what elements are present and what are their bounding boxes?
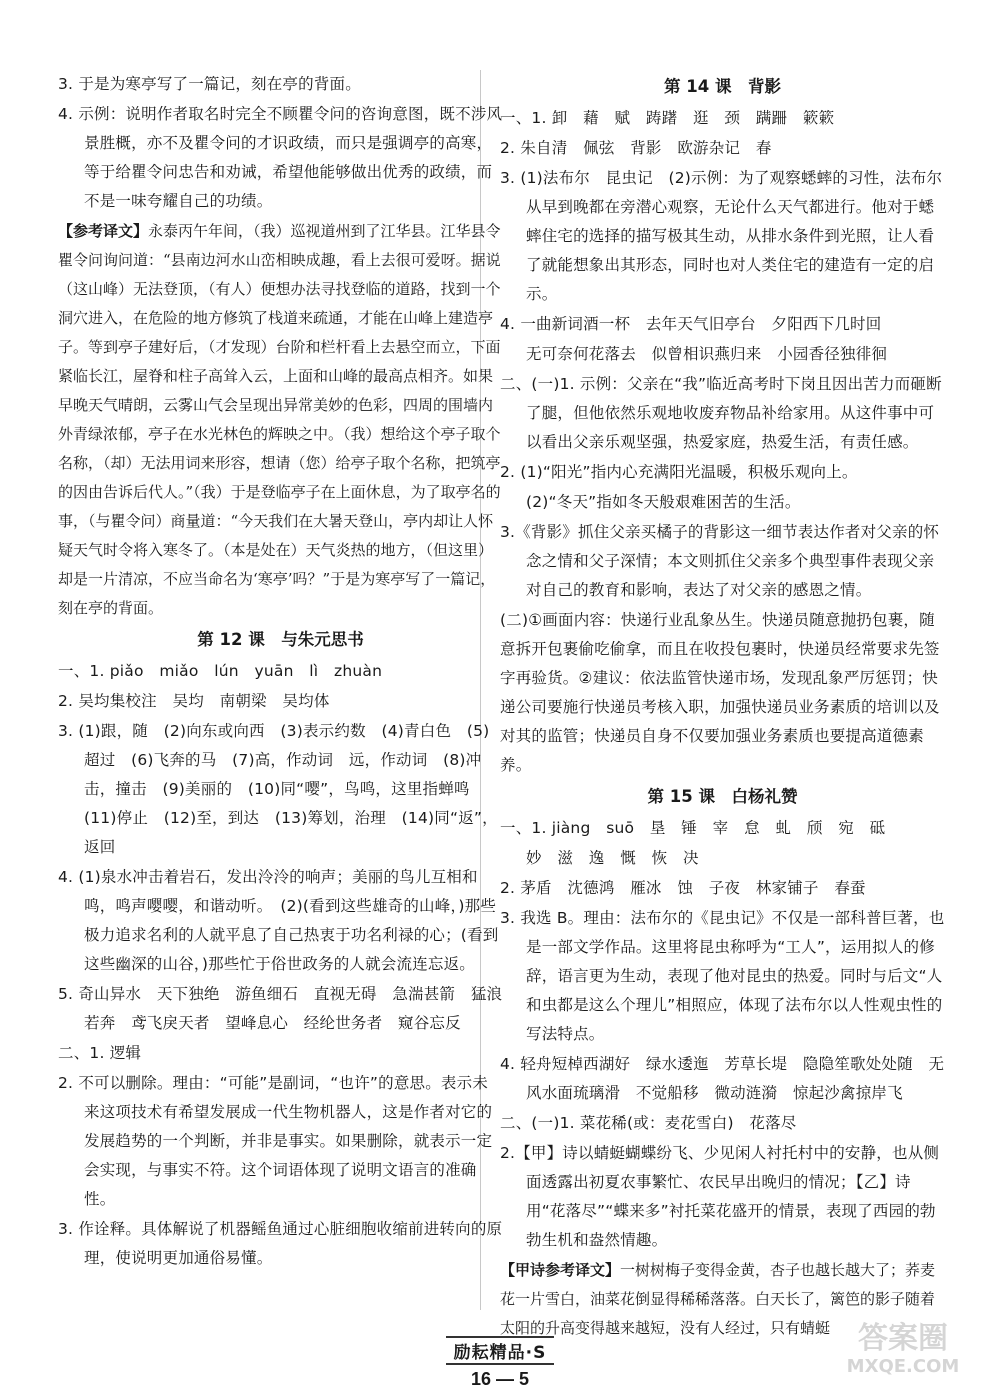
- left-column: [58, 70, 503, 1274]
- answer-item: 二、1. 逻辑: [58, 1044, 142, 1062]
- answer-item: 5. 奇山异水 天下独绝 游鱼细石 直视无碍 急湍甚箭 猛浪若奔 鸢飞戾天者 望峰息心 经纶世务者 窥谷忘反: [58, 985, 503, 1032]
- answer-item: 2. 茅盾 沈德鸿 雁冰 蚀 子夜 林家铺子 春蚕: [500, 879, 866, 897]
- answer-item: 一、1. 卸 藉 赋 踌躇 逛 颈 蹒跚 簌簌: [500, 109, 835, 127]
- answer-item: 2. 吴均集校注 吴均 南朝梁 吴均体: [58, 692, 330, 710]
- answer-item: 3. (1)法布尔 昆虫记 (2)示例：为了观察蟋蟀的习性，法布尔从早到晚都在旁潜心观察，无论什么天气都进行。他对于蟋蟀住宅的选择的描写极其生动，从排水条件到光照，让人看了就能想象出其形态，同时也对人类住宅的建造有一定的启示。: [500, 169, 943, 303]
- reference-translation: [58, 217, 503, 623]
- answer-item: 二、(一)1. 菜花稀(或：麦花雪白) 花落尽: [500, 1114, 797, 1132]
- answer-item: 4. 一曲新词酒一杯 去年天气旧亭台 夕阳西下几时回: [500, 315, 882, 333]
- answer-item: 3. 作诠释。具体解说了机器鳐鱼通过心脏细胞收缩前进转向的原理，使说明更加通俗易懂。: [58, 1220, 503, 1267]
- answer-item: 3.《背影》抓住父亲买橘子的背影这一细节表达作者对父亲的怀念之情和父子深情；本文则抓住父亲多个典型事件表现父亲对自己的教育和影响，表达了对父亲的感恩之情。: [500, 523, 940, 599]
- reference-text: 一树树梅子变得金黄，杏子也越长越大了；荞麦花一片雪白，油菜花倒显得稀稀落落。白天长了，篱笆的影子随着太阳的升高变得越来越短，没有人经过，只有蜻蜓: [500, 1261, 936, 1337]
- answer-item: 2.【甲】诗以蜻蜓蝴蝶纷飞、少见闲人衬托村中的安静，也从侧面透露出初夏农事繁忙、农民早出晚归的情况；【乙】诗用“花落尽”“蝶来多”衬托菜花盛开的情景，表现了西园的勃勃生机和盎然情趣。: [500, 1144, 940, 1249]
- answer-item: 3. (1)跟，随 (2)向东或向西 (3)表示约数 (4)青白色 (5)超过 (6)飞奔的马 (7)高，作动词 远，作动词 (8)冲击，撞击 (9)美丽的 (10)同“嘤”，鸟鸣，这里指蝉鸣 (11)停止 (12)至，到达 (13)筹划，治理 (14)同“返”，返回: [58, 722, 498, 856]
- answer-item: (二)①画面内容：快递行业乱象丛生。快递员随意抛扔包裹，随意拆开包裹偷吃偷拿，而且在收投包裹时，快递员经常要求先签字再验货。②建议：依法监管快递市场，发现乱象严厉惩罚；快递公司要施行快递员考核入职，加强快递员业务素质的培训以及对其的监管；快递员自身不仅要加强业务素质也要提高道德素养。: [500, 611, 940, 774]
- watermark-top: 答案圈: [858, 1321, 948, 1356]
- right-column: [500, 70, 945, 1343]
- reference-label: 【参考译文】: [58, 222, 149, 240]
- reference-text: 永泰丙午年间，（我）巡视道州到了江华县。江华县令瞿令问询问道：“县南边河水山峦相映成趣，看上去很可爱呀。据说（这山峰）无法登顶，（有人）便想办法寻找登临的道路，找到一个洞穴进入，在危险的地方修筑了栈道来疏通，才能在山峰上建造亭子。等到亭子建好后，（才发现）台阶和栏杆看上去悬空而立，下面紧临长江，屋脊和柱子高耸入云，上面和山峰的最高点相齐。如果早晚天气晴朗，云雾山气会呈现出异常美妙的色彩，四周的围墙内外青绿浓郁，亭子在水光林色的辉映之中。（我）想给这个亭子取个名称，（却）无法用词来形容，想请（您）给亭子取个名称，把筑亭的因由告诉后代人。”（我）于是登临亭子在上面休息，为了取亭名的事，（与瞿令问）商量道：“今天我们在大暑天登山，亭内却让人怀疑天气时令将入寒冬了。（本是处在）天气炎热的地方，（但这里）却是一片清凉，不应当命名为‘寒亭’吗？”于是为寒亭写了一篇记，刻在亭的背面。: [58, 222, 501, 617]
- answer-item: 3. 于是为寒亭写了一篇记，刻在亭的背面。: [58, 75, 361, 93]
- answer-item: 2. (1)“阳光”指内心充满阳光温暖，积极乐观向上。: [500, 463, 858, 481]
- answer-item: 二、(一)1. 示例：父亲在“我”临近高考时下岗且因出苦力而砸断了腿，但他依然乐观地收废弃物品补给家用。从这件事中可以看出父亲乐观坚强，热爱家庭，热爱生活，有责任感。: [500, 375, 942, 451]
- answer-item: 3. 我选 B。理由：法布尔的《昆虫记》不仅是一部科普巨著，也是一部文学作品。这里将昆虫称呼为“工人”，运用拟人的修辞，语言更为生动，表现了他对昆虫的热爱。同时与后文“人和虫都是这么个理儿”相照应，体现了法布尔以人性观虫性的写法特点。: [500, 909, 945, 1043]
- lesson-heading: 第 12 课 与朱元思书: [197, 630, 364, 649]
- answer-item: 2. 朱自清 佩弦 背影 欧游杂记 春: [500, 139, 772, 157]
- watermark-logo: [828, 1308, 978, 1380]
- answer-item: (2)“冬天”指如冬天般艰难困苦的生活。: [526, 493, 801, 511]
- lesson-heading: 第 15 课 白杨礼赞: [647, 787, 798, 806]
- brand-logo: 励耘精品·S: [446, 1336, 555, 1365]
- answer-item: 妙 滋 逸 慨 恢 决: [526, 849, 699, 867]
- lesson-heading: 第 14 课 背影: [664, 77, 781, 96]
- answer-item: 一、1. jiàng suō 垦 锤 宰 怠 虬 颀 宛 砥: [500, 819, 886, 837]
- answer-item: 4. (1)泉水冲击着岩石，发出泠泠的响声；美丽的鸟儿互相和鸣，鸣声嘤嘤，和谐动听。 (2)(看到这些雄奇的山峰，)那些极力追求名利的人就平息了自己热衷于功名利禄的心；(看到这些幽深的山谷，)那些忙于俗世政务的人就会流连忘返。: [58, 868, 499, 973]
- answer-item: 一、1. piǎo miǎo lún yuān lì zhuàn: [58, 662, 383, 680]
- reference-label: 【甲诗参考译文】: [500, 1261, 621, 1279]
- answer-item: 4. 示例：说明作者取名时完全不顾瞿令问的咨询意图，既不涉风景胜概，亦不及瞿令问的才识政绩，而只是强调亭的高寒，等于给瞿令问忠告和劝诫，希望他能够做出优秀的政绩，而不是一味夸耀自己的功绩。: [58, 105, 503, 210]
- answer-item: 2. 不可以删除。理由：“可能”是副词，“也许”的意思。表示未来这项技术有希望发展成一代生物机器人，这是作者对它的发展趋势的一个判断，并非是事实。如果删除，就表示一定会实现，与事实不符。这个词语体现了说明文语言的准确性。: [58, 1074, 493, 1208]
- answer-item: 4. 轻舟短棹西湖好 绿水逶迤 芳草长堤 隐隐笙歌处处随 无风水面琉璃滑 不觉船移 微动涟漪 惊起沙禽掠岸飞: [500, 1055, 945, 1102]
- page-number: 16 — 5: [470, 1369, 530, 1389]
- watermark-bottom: MXQE.COM: [846, 1356, 960, 1377]
- answer-item: 无可奈何花落去 似曾相识燕归来 小园香径独徘徊: [526, 345, 888, 363]
